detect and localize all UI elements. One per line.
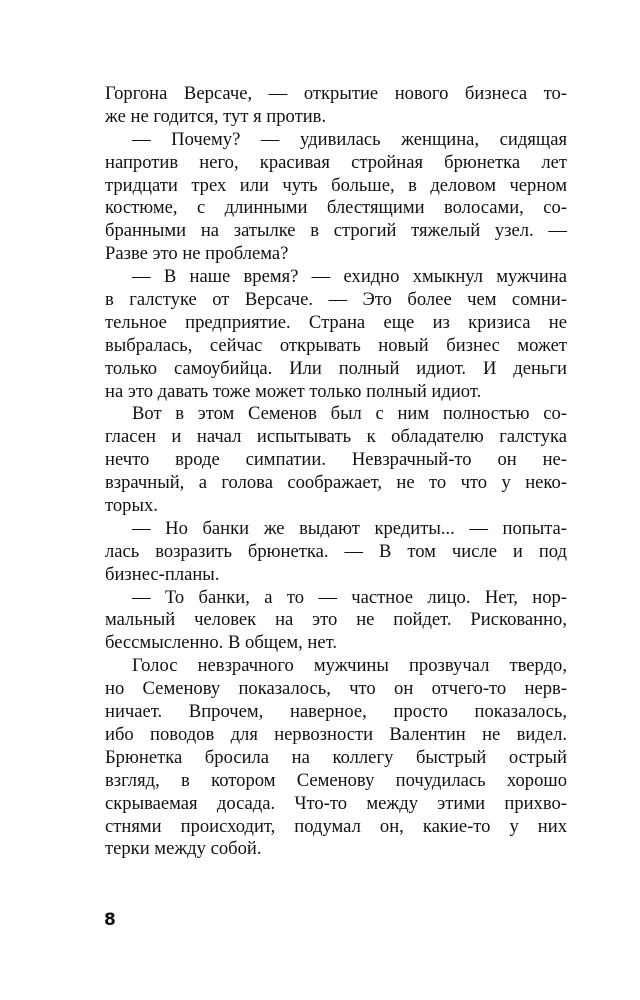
text-line: но Семенову показалось, что он отчего-то нерв- (105, 678, 567, 700)
text-line: только самоубийца. Или полный идиот. И деньги (105, 357, 567, 379)
text-line: Голос невзрачного мужчины прозвучал твердо, (132, 655, 567, 677)
text-line: взгляд, в котором Семенову почудилась хорошо (105, 769, 567, 791)
text-line: на это давать тоже может только полный идиот. (105, 380, 482, 402)
text-line: ибо поводов для нервозности Валентин не видел. (105, 723, 567, 745)
text-line: в галстуке от Версаче. — Это более чем сомни- (105, 289, 567, 311)
text-line: же не годится, тут я против. (105, 105, 327, 127)
text-line: — В наше время? — ехидно хмыкнул мужчина (132, 266, 567, 288)
book-page-text (105, 83, 567, 861)
text-line: тридцати трех или чуть больше, в деловом черном (105, 174, 567, 196)
text-line: нечто вроде симпатии. Невзрачный-то он не- (105, 449, 567, 471)
text-line: тельное предприятие. Страна еще из кризиса не (105, 311, 567, 333)
text-line: мальный человек на это не пойдет. Рискованно, (105, 609, 567, 631)
text-line: напротив него, красивая стройная брюнетка лет (105, 151, 567, 173)
text-line: Разве это не проблема? (105, 243, 289, 265)
text-line: бизнес-планы. (105, 563, 220, 585)
text-line: Горгона Версаче, — открытие нового бизнеса то- (105, 83, 567, 104)
text-line: — Но банки же выдают кредиты... — попыта- (132, 517, 567, 539)
text-line: ничает. Впрочем, наверное, просто показалось, (105, 701, 567, 723)
text-line: лась возразить брюнетка. — В том числе и под (105, 540, 567, 562)
text-line: выбралась, сейчас открывать новый бизнес может (105, 334, 567, 356)
text-line: взрачный, а голова соображает, не то что у неко- (105, 472, 567, 494)
page-number: 8 (104, 910, 116, 930)
text-line: скрываемая досада. Что-то между этими прихво- (105, 792, 567, 814)
text-line: — Почему? — удивилась женщина, сидящая (132, 128, 567, 150)
text-line: Вот в этом Семенов был с ним полностью со- (132, 403, 567, 425)
text-line: терки между собой. (105, 838, 262, 860)
text-line: костюме, с длинными блестящими волосами, со- (105, 197, 567, 219)
text-line: — То банки, а то — частное лицо. Нет, нор- (132, 586, 567, 608)
text-line: торых. (105, 495, 158, 517)
text-line: гласен и начал испытывать к обладателю галстука (105, 426, 567, 448)
text-line: бранными на затылке в строгий тяжелый узел. — (105, 220, 567, 242)
text-line: бессмысленно. В общем, нет. (105, 632, 337, 654)
text-line: стнями происходит, подумал он, какие-то у них (105, 815, 567, 837)
text-line: Брюнетка бросила на коллегу быстрый острый (105, 746, 567, 768)
